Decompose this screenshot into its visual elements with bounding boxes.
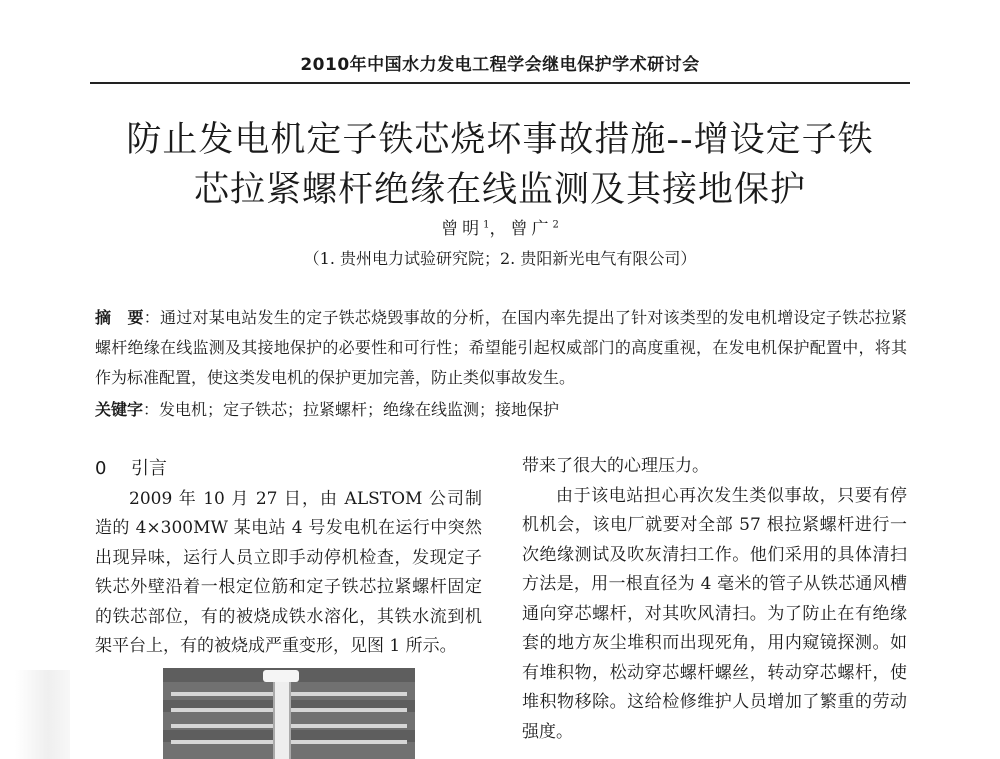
section-title: 引言 (131, 458, 167, 479)
keywords-label: 关键字 (95, 400, 144, 419)
author-1-mark: 1 (483, 219, 490, 231)
section-number: 0 (95, 458, 107, 479)
abstract-label: 摘 要 (95, 308, 144, 327)
author-separator: ， (489, 219, 511, 239)
header-rule (90, 82, 910, 84)
continuation-text: 带来了很大的心理压力。 (522, 456, 709, 476)
tension-bolt (273, 678, 291, 759)
affiliations: （1. 贵州电力试验研究院；2. 贵阳新光电气有限公司） (303, 249, 697, 268)
keywords (95, 396, 907, 424)
author-2-mark: 2 (552, 219, 559, 231)
abstract-text: ：通过对某电站发生的定子铁芯烧毁事故的分析，在国内率先提出了针对该类型的发电机增设定子铁芯拉紧螺杆绝缘在线监测及其接地保护的必要性和可行性；希望能引起权威部门的高度重视，在发电机保护配置中，将其作为标准配置，使这类发电机的保护更加完善，防止类似事故发生。 (95, 308, 907, 387)
author-line (0, 214, 1000, 239)
scan-artifact (15, 670, 70, 759)
author-1-name: 曾明 (441, 219, 484, 239)
abstract (95, 303, 907, 393)
section-heading (95, 454, 482, 484)
bolt-cap (263, 670, 299, 682)
left-column (95, 454, 482, 662)
conference-header: 2010年中国水力发电工程学会继电保护学术研讨会 (300, 55, 700, 75)
intro-paragraph: 2009 年 10 月 27 日，由 ALSTOM 公司制造的 4×300MW 某电站 4 号发电机在运行中突然出现异味，运行人员立即手动停机检查，发现定子铁芯外壁沿着一根定位筋和定子铁芯拉紧螺杆固定的铁芯部位，有的被烧成铁水溶化，其铁水流到机架平台上，有的被烧成严重变形，见图 1 所示。 (95, 488, 482, 656)
paper-title-line-1: 防止发电机定子铁芯烧坏事故措施--增设定子铁 (126, 120, 874, 160)
figure-1-photo (163, 668, 415, 759)
paper-title-line-2: 芯拉紧螺杆绝缘在线监测及其接地保护 (193, 170, 806, 210)
right-column (522, 452, 907, 747)
cleaning-paragraph: 由于该电站担心再次发生类似事故，只要有停机机会，该电厂就要对全部 57 根拉紧螺杆进行一次绝缘测试及吹灰清扫工作。他们采用的具体清扫方法是，用一根直径为 4 毫米的管子从铁芯通风槽通向穿芯螺杆，对其吹风清扫。为了防止在有绝缘套的地方灰尘堆积而出现死角，用内窥镜探测。如有堆积物，松动穿芯螺杆螺丝，转动穿芯螺杆，使堆积物移除。这给检修维护人员增加了繁重的劳动强度。 (522, 485, 907, 742)
keywords-text: ：发电机；定子铁芯；拉紧螺杆；绝缘在线监测；接地保护 (143, 400, 560, 419)
author-2-name: 曾广 (510, 219, 553, 239)
